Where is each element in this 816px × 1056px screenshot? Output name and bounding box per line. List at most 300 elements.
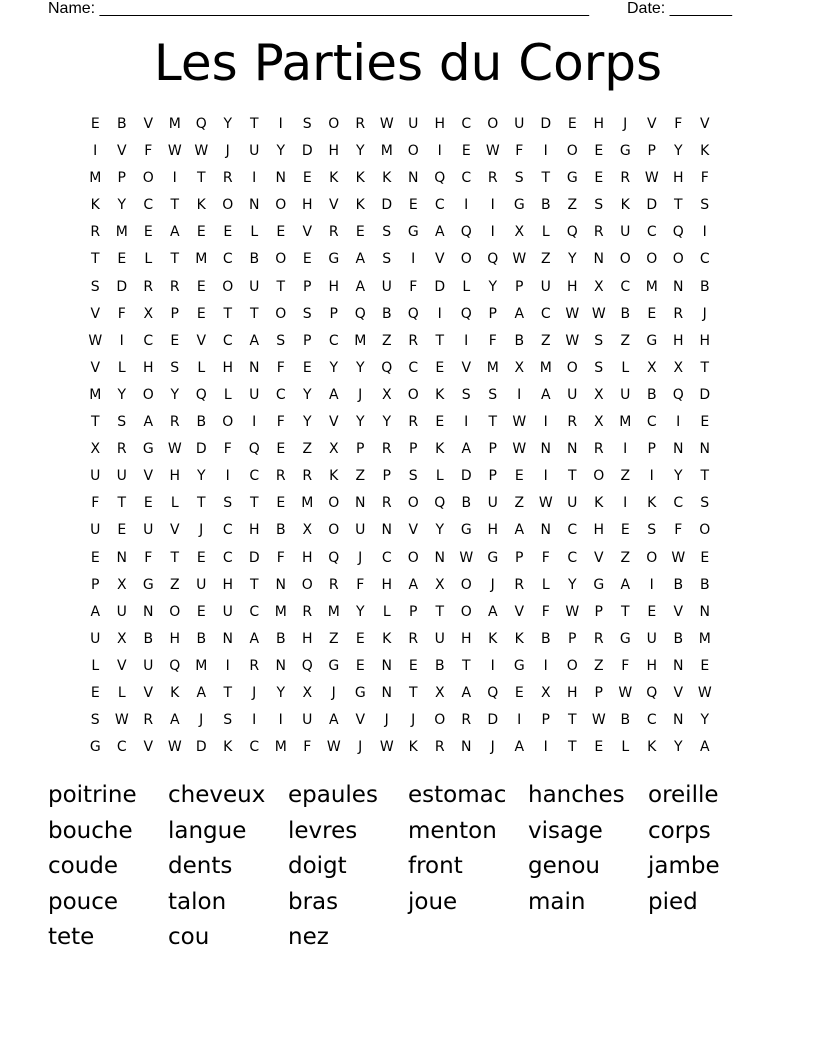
grid-letter: I bbox=[252, 712, 257, 729]
grid-letter: R bbox=[90, 224, 101, 241]
grid-letter: U bbox=[646, 630, 657, 647]
grid-letter: E bbox=[355, 657, 365, 674]
grid-letter: V bbox=[328, 414, 339, 431]
grid-letter: Q bbox=[328, 549, 340, 566]
grid-letter: H bbox=[248, 522, 260, 539]
grid-letter: W bbox=[167, 739, 182, 756]
grid-letter: T bbox=[249, 305, 259, 322]
grid-letter: N bbox=[540, 441, 551, 458]
grid-letter: T bbox=[249, 576, 259, 593]
grid-letter: X bbox=[646, 359, 657, 376]
grid-letter: J bbox=[623, 116, 628, 132]
grid-letter: N bbox=[540, 522, 551, 539]
grid-letter: C bbox=[646, 224, 657, 241]
grid-letter: C bbox=[143, 197, 154, 214]
word-list-item: poitrine bbox=[48, 782, 137, 808]
grid-letter: V bbox=[143, 739, 154, 756]
grid-letter: X bbox=[90, 441, 101, 458]
grid-letter: H bbox=[142, 359, 154, 376]
grid-letter: R bbox=[169, 278, 180, 295]
grid-letter: T bbox=[408, 684, 418, 701]
grid-letter: W bbox=[565, 603, 580, 620]
grid-letter: S bbox=[276, 332, 286, 349]
grid-letter: N bbox=[275, 170, 286, 187]
grid-letter: K bbox=[435, 441, 445, 458]
grid-letter: F bbox=[223, 441, 232, 458]
grid-letter: W bbox=[618, 684, 633, 701]
grid-letter: A bbox=[487, 603, 498, 620]
grid-letter: C bbox=[461, 116, 472, 132]
grid-letter: E bbox=[435, 414, 445, 431]
grid-letter: Z bbox=[540, 251, 551, 268]
grid-letter: L bbox=[117, 684, 126, 701]
grid-letter: J bbox=[331, 684, 336, 701]
grid-letter: U bbox=[143, 657, 154, 674]
grid-letter: X bbox=[302, 522, 313, 539]
grid-letter: E bbox=[223, 224, 233, 241]
grid-letter: X bbox=[116, 576, 127, 593]
grid-letter: V bbox=[143, 468, 154, 485]
grid-letter: D bbox=[460, 468, 472, 485]
grid-letter: I bbox=[464, 414, 469, 431]
grid-letter: N bbox=[116, 549, 127, 566]
grid-letter: H bbox=[593, 522, 605, 539]
word-list-item: levres bbox=[288, 817, 358, 844]
grid-letter: R bbox=[461, 712, 472, 729]
grid-letter: Y bbox=[196, 468, 206, 485]
grid-letter: R bbox=[620, 170, 631, 187]
grid-letter: H bbox=[301, 197, 313, 214]
grid-letter: O bbox=[434, 712, 446, 729]
grid-letter: A bbox=[540, 386, 551, 403]
grid-letter: S bbox=[700, 495, 710, 512]
grid-letter: D bbox=[195, 441, 207, 458]
grid-letter: K bbox=[594, 495, 604, 512]
grid-letter: V bbox=[143, 116, 154, 132]
grid-letter: U bbox=[249, 143, 260, 160]
grid-letter: B bbox=[116, 116, 127, 132]
grid-letter: R bbox=[381, 495, 392, 512]
grid-letter: L bbox=[382, 603, 391, 620]
grid-letter: O bbox=[169, 603, 181, 620]
grid-letter: O bbox=[566, 657, 578, 674]
grid-letter: I bbox=[543, 468, 548, 485]
grid-letter: I bbox=[490, 224, 495, 241]
name-field-line: Name: _______________________________________________________ bbox=[48, 0, 589, 17]
grid-letter: U bbox=[249, 278, 260, 295]
grid-letter: S bbox=[647, 522, 657, 539]
grid-letter: I bbox=[649, 468, 654, 485]
grid-letter: Y bbox=[567, 576, 577, 593]
grid-letter: X bbox=[302, 684, 313, 701]
grid-letter: S bbox=[408, 468, 418, 485]
grid-letter: F bbox=[276, 359, 285, 376]
grid-letter: A bbox=[461, 441, 472, 458]
grid-letter: E bbox=[355, 224, 365, 241]
grid-letter: O bbox=[407, 143, 419, 160]
grid-letter: W bbox=[671, 549, 686, 566]
grid-letter: X bbox=[514, 224, 525, 241]
grid-letter: K bbox=[355, 170, 365, 187]
grid-letter: N bbox=[461, 739, 472, 756]
grid-letter: P bbox=[515, 549, 524, 566]
grid-letter: F bbox=[144, 143, 153, 160]
grid-letter: V bbox=[673, 603, 684, 620]
grid-letter: E bbox=[302, 170, 312, 187]
grid-letter: G bbox=[513, 197, 525, 214]
grid-letter: V bbox=[143, 684, 154, 701]
grid-letter: D bbox=[116, 278, 128, 295]
grid-letter: T bbox=[488, 414, 498, 431]
grid-letter: K bbox=[355, 197, 365, 214]
grid-letter: F bbox=[144, 549, 153, 566]
grid-letter: I bbox=[490, 197, 495, 214]
grid-letter: C bbox=[249, 468, 260, 485]
word-list-item: hanches bbox=[528, 782, 625, 808]
grid-letter: H bbox=[169, 630, 181, 647]
grid-letter: S bbox=[382, 224, 392, 241]
grid-letter: Y bbox=[355, 143, 365, 160]
grid-letter: H bbox=[593, 116, 605, 132]
grid-letter: G bbox=[593, 576, 605, 593]
grid-letter: K bbox=[170, 684, 180, 701]
grid-letter: X bbox=[673, 359, 684, 376]
grid-letter: L bbox=[223, 386, 232, 403]
word-list-item: doigt bbox=[288, 853, 347, 880]
grid-letter: M bbox=[195, 251, 208, 268]
grid-letter: Q bbox=[381, 359, 393, 376]
grid-letter: X bbox=[434, 684, 445, 701]
grid-letter: N bbox=[222, 630, 233, 647]
grid-letter: I bbox=[517, 712, 522, 729]
grid-letter: T bbox=[461, 657, 471, 674]
grid-letter: R bbox=[328, 576, 339, 593]
grid-letter: Y bbox=[276, 143, 286, 160]
grid-letter: R bbox=[593, 224, 604, 241]
grid-letter: L bbox=[621, 359, 630, 376]
grid-letter: M bbox=[327, 603, 340, 620]
grid-letter: R bbox=[249, 657, 260, 674]
grid-letter: T bbox=[435, 332, 445, 349]
grid-letter: E bbox=[700, 657, 710, 674]
grid-letter: N bbox=[249, 359, 260, 376]
word-list-item: visage bbox=[528, 817, 603, 844]
grid-letter: U bbox=[222, 603, 233, 620]
grid-letter: W bbox=[565, 305, 580, 322]
grid-letter: O bbox=[566, 143, 578, 160]
grid-letter: M bbox=[301, 495, 314, 512]
word-list-item: main bbox=[528, 888, 586, 915]
grid-letter: W bbox=[565, 332, 580, 349]
grid-letter: M bbox=[380, 143, 393, 160]
grid-letter: U bbox=[620, 224, 631, 241]
grid-letter: E bbox=[355, 630, 365, 647]
grid-letter: E bbox=[567, 116, 577, 132]
grid-letter: O bbox=[407, 549, 419, 566]
grid-letter: H bbox=[381, 576, 393, 593]
grid-letter: S bbox=[461, 386, 471, 403]
grid-letter: B bbox=[196, 630, 207, 647]
grid-letter: L bbox=[250, 224, 259, 241]
grid-letter: J bbox=[199, 712, 204, 729]
grid-letter: O bbox=[328, 495, 340, 512]
grid-letter: O bbox=[328, 522, 340, 539]
grid-letter: I bbox=[278, 712, 283, 729]
grid-letter: J bbox=[225, 143, 230, 160]
grid-letter: W bbox=[167, 441, 182, 458]
grid-letter: B bbox=[196, 414, 207, 431]
grid-letter: F bbox=[276, 549, 285, 566]
grid-letter: C bbox=[222, 522, 233, 539]
grid-letter: G bbox=[328, 657, 340, 674]
grid-letter: L bbox=[197, 359, 206, 376]
grid-letter: P bbox=[488, 305, 497, 322]
grid-letter: V bbox=[646, 116, 657, 132]
grid-letter: S bbox=[302, 116, 312, 132]
grid-letter: P bbox=[303, 332, 312, 349]
grid-letter: H bbox=[487, 522, 499, 539]
grid-letter: S bbox=[170, 359, 180, 376]
word-list-item: jambe bbox=[648, 853, 720, 880]
grid-letter: M bbox=[89, 386, 102, 403]
grid-letter: H bbox=[566, 684, 578, 701]
grid-letter: I bbox=[411, 251, 416, 268]
grid-letter: D bbox=[434, 278, 446, 295]
grid-letter: O bbox=[275, 305, 287, 322]
grid-letter: L bbox=[541, 224, 550, 241]
grid-letter: G bbox=[513, 657, 525, 674]
grid-letter: E bbox=[117, 522, 127, 539]
grid-letter: T bbox=[700, 468, 710, 485]
grid-letter: A bbox=[143, 414, 154, 431]
grid-letter: A bbox=[408, 576, 419, 593]
grid-letter: R bbox=[381, 441, 392, 458]
grid-letter: B bbox=[461, 495, 472, 512]
grid-letter: Y bbox=[382, 414, 392, 431]
grid-letter: K bbox=[382, 630, 392, 647]
grid-letter: X bbox=[593, 414, 604, 431]
grid-letter: P bbox=[568, 630, 577, 647]
grid-letter: Y bbox=[302, 386, 312, 403]
grid-letter: U bbox=[355, 522, 366, 539]
grid-letter: H bbox=[301, 549, 313, 566]
grid-letter: T bbox=[170, 251, 180, 268]
grid-letter: V bbox=[699, 116, 710, 132]
grid-letter: X bbox=[514, 359, 525, 376]
grid-letter: M bbox=[539, 359, 552, 376]
grid-letter: A bbox=[514, 522, 525, 539]
grid-letter: Y bbox=[355, 359, 365, 376]
grid-letter: L bbox=[144, 251, 153, 268]
grid-letter: B bbox=[514, 332, 525, 349]
word-list-item: coude bbox=[48, 853, 119, 880]
grid-letter: I bbox=[252, 170, 257, 187]
word-list-item: front bbox=[408, 853, 463, 880]
grid-letter: Q bbox=[195, 386, 207, 403]
grid-letter: P bbox=[170, 305, 179, 322]
grid-letter: W bbox=[194, 143, 209, 160]
grid-letter: T bbox=[223, 684, 233, 701]
grid-letter: L bbox=[541, 576, 550, 593]
grid-letter: N bbox=[673, 657, 684, 674]
grid-letter: L bbox=[170, 495, 179, 512]
grid-letter: S bbox=[117, 414, 127, 431]
grid-letter: H bbox=[566, 278, 578, 295]
grid-letter: I bbox=[225, 657, 230, 674]
grid-letter: T bbox=[567, 468, 577, 485]
grid-letter: T bbox=[620, 603, 630, 620]
grid-letter: D bbox=[301, 143, 313, 160]
grid-letter: A bbox=[620, 576, 631, 593]
grid-letter: X bbox=[116, 630, 127, 647]
grid-letter: U bbox=[249, 386, 260, 403]
grid-letter: T bbox=[117, 495, 127, 512]
grid-letter: G bbox=[142, 441, 154, 458]
grid-letter: E bbox=[647, 305, 657, 322]
grid-letter: L bbox=[621, 739, 630, 756]
grid-letter: A bbox=[514, 739, 525, 756]
grid-letter: E bbox=[302, 359, 312, 376]
grid-letter: Z bbox=[593, 657, 604, 674]
grid-letter: W bbox=[697, 684, 712, 701]
word-list-item: dents bbox=[168, 853, 233, 880]
grid-letter: I bbox=[543, 739, 548, 756]
grid-letter: V bbox=[355, 712, 366, 729]
grid-letter: N bbox=[699, 603, 710, 620]
grid-letter: R bbox=[434, 739, 445, 756]
grid-letter: Z bbox=[355, 468, 366, 485]
grid-letter: R bbox=[275, 468, 286, 485]
grid-letter: E bbox=[461, 143, 471, 160]
grid-letter: O bbox=[593, 468, 605, 485]
grid-letter: G bbox=[407, 224, 419, 241]
grid-letter: I bbox=[119, 332, 124, 349]
grid-letter: A bbox=[169, 712, 180, 729]
grid-letter: N bbox=[434, 549, 445, 566]
grid-letter: M bbox=[486, 359, 499, 376]
grid-letter: B bbox=[275, 522, 286, 539]
grid-letter: E bbox=[170, 332, 180, 349]
grid-letter: A bbox=[328, 712, 339, 729]
grid-letter: Y bbox=[488, 278, 498, 295]
grid-letter: B bbox=[434, 657, 445, 674]
grid-letter: W bbox=[114, 712, 129, 729]
grid-letter: W bbox=[512, 414, 527, 431]
grid-letter: P bbox=[117, 170, 126, 187]
grid-letter: R bbox=[487, 170, 498, 187]
grid-letter: C bbox=[222, 549, 233, 566]
grid-letter: P bbox=[91, 576, 100, 593]
grid-letter: E bbox=[276, 441, 286, 458]
grid-letter: O bbox=[699, 522, 711, 539]
grid-letter: T bbox=[249, 495, 259, 512]
grid-letter: Z bbox=[302, 441, 313, 458]
grid-letter: A bbox=[90, 603, 101, 620]
grid-letter: A bbox=[249, 630, 260, 647]
grid-letter: G bbox=[619, 143, 631, 160]
grid-letter: L bbox=[462, 278, 471, 295]
grid-letter: R bbox=[408, 332, 419, 349]
grid-letter: T bbox=[223, 305, 233, 322]
grid-letter: R bbox=[116, 441, 127, 458]
grid-letter: H bbox=[672, 170, 684, 187]
grid-letter: E bbox=[302, 251, 312, 268]
grid-letter: B bbox=[673, 630, 684, 647]
grid-letter: B bbox=[646, 386, 657, 403]
grid-letter: X bbox=[381, 386, 392, 403]
grid-letter: O bbox=[672, 251, 684, 268]
grid-letter: V bbox=[302, 224, 313, 241]
grid-letter: E bbox=[647, 603, 657, 620]
date-field-line: Date: _______ bbox=[627, 0, 732, 17]
word-list-item: langue bbox=[168, 817, 247, 844]
grid-letter: X bbox=[593, 386, 604, 403]
grid-letter: V bbox=[461, 359, 472, 376]
grid-letter: J bbox=[358, 386, 363, 403]
grid-letter: S bbox=[594, 359, 604, 376]
grid-letter: N bbox=[355, 495, 366, 512]
grid-letter: A bbox=[169, 224, 180, 241]
grid-letter: K bbox=[329, 170, 339, 187]
grid-letter: R bbox=[514, 576, 525, 593]
grid-letter: O bbox=[646, 549, 658, 566]
grid-letter: O bbox=[142, 386, 154, 403]
grid-letter: D bbox=[646, 197, 658, 214]
grid-letter: C bbox=[567, 522, 578, 539]
grid-letter: P bbox=[594, 684, 603, 701]
grid-letter: U bbox=[567, 386, 578, 403]
grid-letter: F bbox=[674, 116, 683, 132]
grid-letter: S bbox=[594, 197, 604, 214]
grid-letter: O bbox=[487, 116, 499, 132]
grid-letter: M bbox=[619, 414, 632, 431]
grid-letter: R bbox=[567, 414, 578, 431]
grid-letter: X bbox=[434, 576, 445, 593]
grid-letter: T bbox=[170, 197, 180, 214]
grid-letter: I bbox=[543, 143, 548, 160]
grid-letter: E bbox=[196, 278, 206, 295]
grid-letter: G bbox=[89, 739, 101, 756]
grid-letter: W bbox=[512, 441, 527, 458]
word-list-item: pied bbox=[648, 888, 698, 915]
grid-letter: G bbox=[646, 332, 658, 349]
grid-letter: U bbox=[434, 630, 445, 647]
grid-letter: O bbox=[646, 251, 658, 268]
grid-letter: U bbox=[116, 603, 127, 620]
grid-letter: E bbox=[594, 143, 604, 160]
grid-letter: I bbox=[676, 414, 681, 431]
grid-letter: H bbox=[460, 630, 472, 647]
grid-letter: V bbox=[408, 522, 419, 539]
grid-letter: T bbox=[90, 251, 100, 268]
grid-letter: B bbox=[143, 630, 154, 647]
grid-letter: G bbox=[566, 170, 578, 187]
grid-letter: E bbox=[700, 414, 710, 431]
grid-letter: C bbox=[646, 712, 657, 729]
word-list-item: nez bbox=[288, 924, 329, 951]
word-list-item: bouche bbox=[48, 817, 133, 844]
grid-letter: G bbox=[354, 684, 366, 701]
grid-letter: F bbox=[541, 549, 550, 566]
grid-letter: K bbox=[329, 468, 339, 485]
grid-letter: F bbox=[700, 170, 709, 187]
grid-letter: Q bbox=[169, 657, 181, 674]
grid-letter: T bbox=[700, 359, 710, 376]
grid-letter: Q bbox=[434, 170, 446, 187]
grid-letter: B bbox=[620, 712, 631, 729]
grid-letter: X bbox=[540, 684, 551, 701]
grid-letter: Q bbox=[195, 116, 207, 132]
